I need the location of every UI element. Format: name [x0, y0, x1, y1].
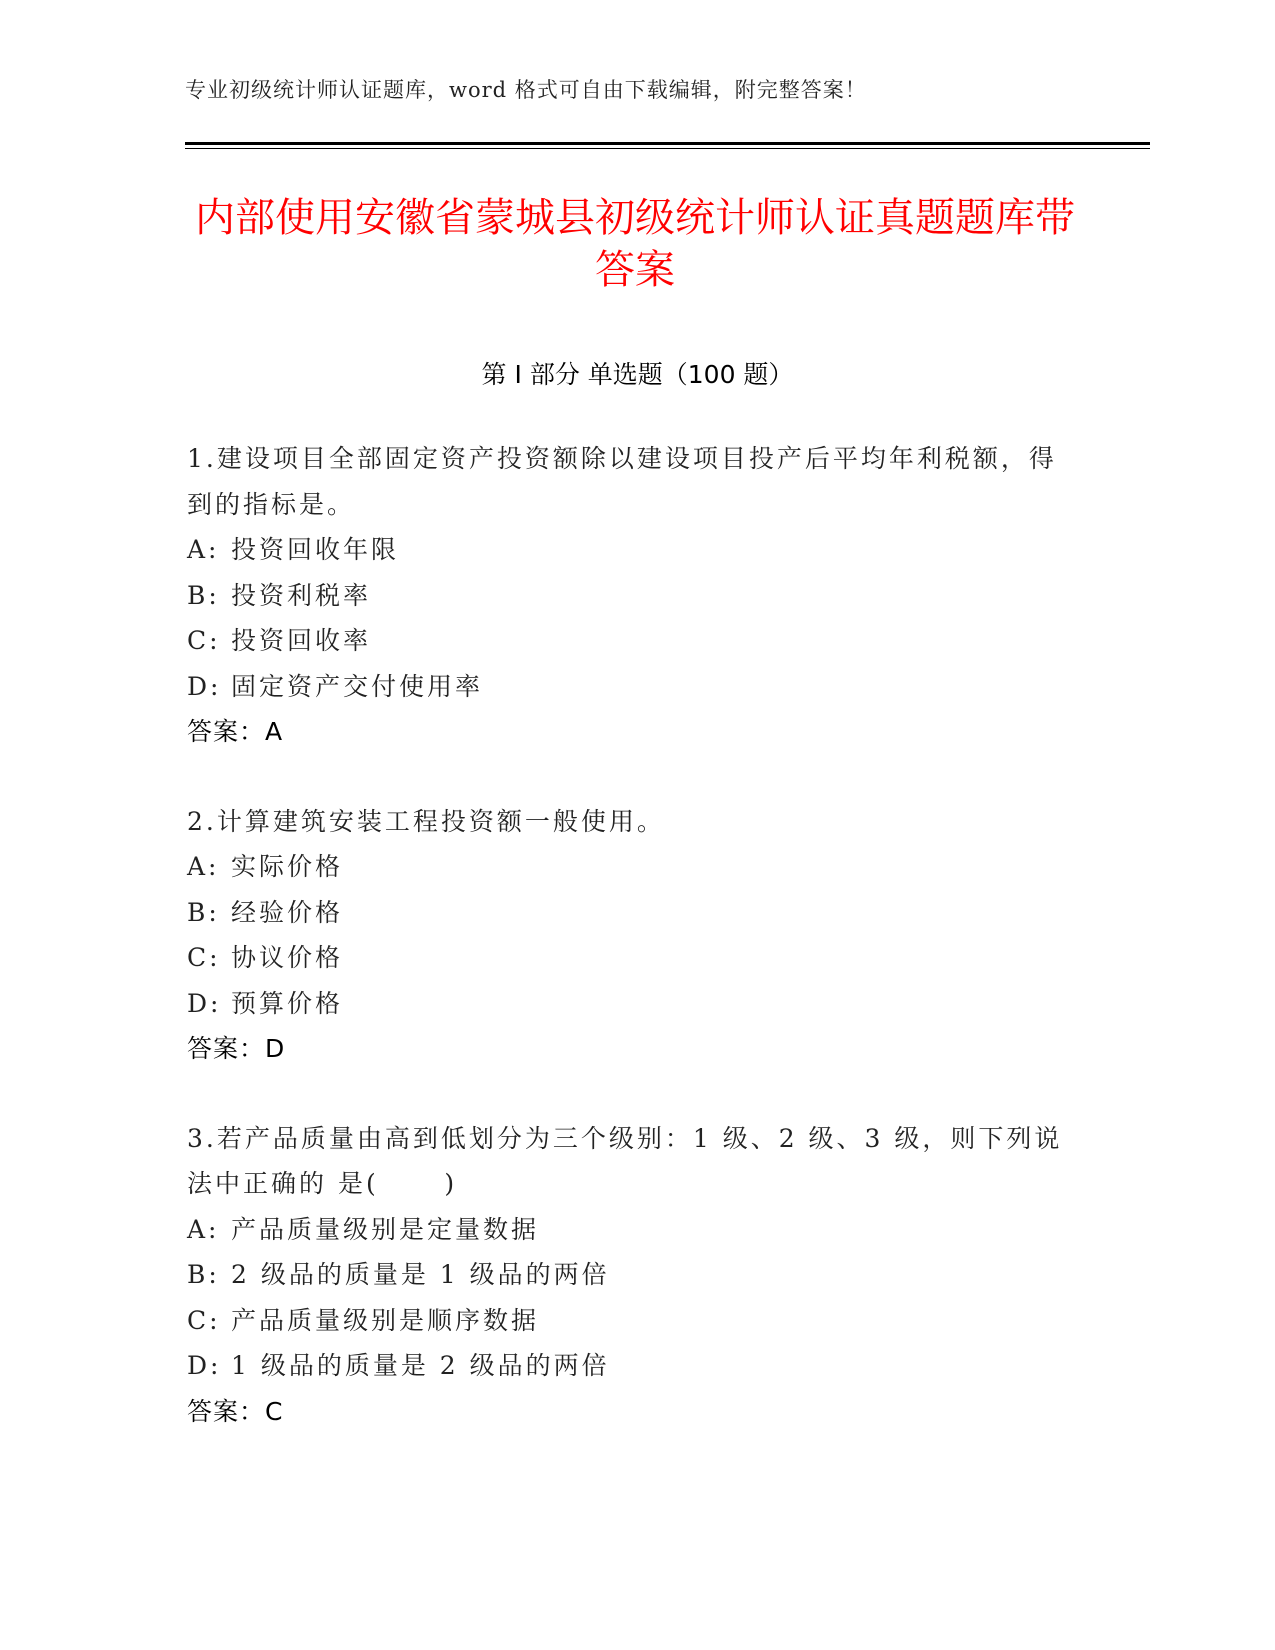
- option-d: [187, 981, 1067, 1027]
- option-letter: D:: [187, 671, 222, 701]
- question-list: [187, 436, 1067, 1478]
- option-text: 产品质量级别是顺序数据: [231, 1305, 540, 1335]
- option-text: 经验价格: [231, 897, 344, 927]
- option-text: 固定资产交付使用率: [231, 671, 484, 701]
- option-c: [187, 1298, 1067, 1344]
- question-2: [187, 799, 1067, 1072]
- option-text: 投资回收年限: [231, 535, 400, 564]
- option-letter: A:: [187, 1214, 220, 1244]
- option-a: [187, 527, 1067, 573]
- option-letter: C:: [187, 943, 221, 972]
- section-heading: 第 I 部分 单选题（100 题）: [481, 360, 794, 389]
- option-b: [187, 1252, 1067, 1298]
- header-rule-thin: [185, 148, 1150, 149]
- answer-label: 答案：: [187, 1034, 266, 1063]
- option-letter: B:: [187, 580, 220, 610]
- answer-label: 答案：: [187, 717, 266, 746]
- question-stem: 1.建设项目全部固定资产投资额除以建设项目投产后平均年利税额，得到的指标是。: [187, 444, 1057, 519]
- option-text: 1 级品的质量是 2 级品的两倍: [231, 1351, 610, 1380]
- option-letter: D:: [187, 988, 222, 1018]
- question-stem: 2.计算建筑安装工程投资额一般使用。: [187, 806, 665, 836]
- answer-value: C: [265, 1396, 284, 1426]
- document-title: 内部使用安徽省蒙城县初级统计师认证真题题库带答案: [195, 195, 1075, 293]
- question-stem: 3.若产品质量由高到低划分为三个级别：1 级、2 级、3 级，则下列说法中正确的 是( ): [187, 1123, 1063, 1198]
- option-a: [187, 844, 1067, 890]
- option-b: [187, 573, 1067, 619]
- option-text: 产品质量级别是定量数据: [231, 1214, 540, 1244]
- option-b: [187, 890, 1067, 936]
- option-text: 投资利税率: [231, 580, 372, 610]
- option-a: [187, 1207, 1067, 1253]
- header-note: 专业初级统计师认证题库，word 格式可自由下载编辑，附完整答案！: [185, 78, 867, 102]
- option-text: 协议价格: [231, 943, 344, 972]
- answer-line: [187, 1389, 1067, 1435]
- option-text: 投资回收率: [231, 626, 372, 655]
- question-3: [187, 1116, 1067, 1435]
- answer-value: A: [265, 717, 284, 746]
- option-c: [187, 618, 1067, 664]
- answer-value: D: [265, 1034, 286, 1063]
- answer-label: 答案：: [187, 1396, 266, 1426]
- header-rule-thick: [185, 142, 1150, 145]
- option-text: 预算价格: [231, 988, 344, 1018]
- option-d: [187, 1343, 1067, 1389]
- option-letter: B:: [187, 1260, 220, 1289]
- answer-line: [187, 1026, 1067, 1072]
- answer-line: [187, 709, 1067, 755]
- option-letter: B:: [187, 897, 220, 927]
- option-c: [187, 935, 1067, 981]
- option-letter: C:: [187, 1305, 221, 1335]
- option-letter: C:: [187, 626, 221, 655]
- option-text: 实际价格: [231, 852, 344, 881]
- option-letter: A:: [187, 535, 220, 564]
- question-1: [187, 436, 1067, 755]
- option-text: 2 级品的质量是 1 级品的两倍: [231, 1260, 610, 1289]
- option-letter: D:: [187, 1351, 222, 1380]
- option-letter: A:: [187, 852, 220, 881]
- option-d: [187, 664, 1067, 710]
